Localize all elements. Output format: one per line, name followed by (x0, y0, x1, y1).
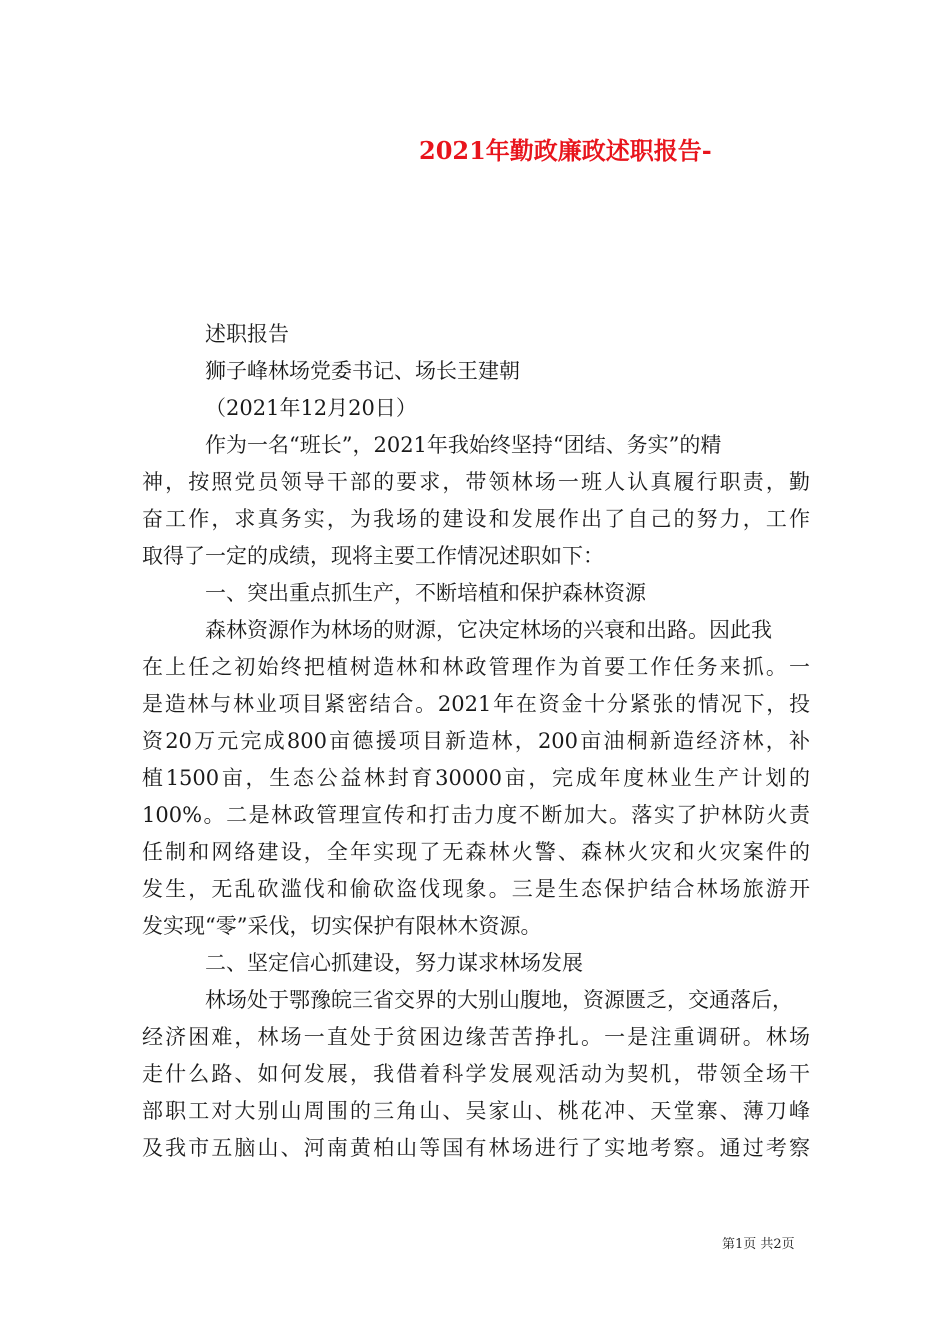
report-author: 狮子峰林场党委书记、场长王建朝 (205, 359, 520, 383)
body-line: 发生，无乱砍滥伐和偷砍盗伐现象。三是生态保护结合林场旅游开 (142, 877, 810, 901)
body-line: 发实现“零”采伐，切实保护有限林木资源。 (142, 914, 542, 938)
document-title: 2021年勤政廉政述职报告- (419, 136, 712, 165)
body-line: 走什么路、如何发展，我借着科学发展观活动为契机，带领全场干 (142, 1062, 810, 1086)
body-line: 奋工作，求真务实，为我场的建设和发展作出了自己的努力，工作 (142, 507, 810, 531)
body-line: 林场处于鄂豫皖三省交界的大别山腹地，资源匮乏，交通落后， (205, 988, 793, 1012)
body-line: 100%。二是林政管理宣传和打击力度不断加大。落实了护林防火责 (142, 803, 810, 827)
section-heading: 二、坚定信心抓建设，努力谋求林场发展 (205, 951, 583, 975)
report-date: （2021年12月20日） (205, 396, 417, 420)
page-number: 第1页 共2页 (722, 1237, 795, 1252)
section-heading: 一、突出重点抓生产，不断培植和保护森林资源 (205, 581, 646, 605)
body-line: 神，按照党员领导干部的要求，带领林场一班人认真履行职责，勤 (142, 470, 810, 494)
body-line: 经济困难，林场一直处于贫困边缘苦苦挣扎。一是注重调研。林场 (142, 1025, 810, 1049)
body-line: 及我市五脑山、河南黄柏山等国有林场进行了实地考察。通过考察 (142, 1136, 810, 1160)
report-heading: 述职报告 (205, 322, 289, 346)
body-line: 部职工对大别山周围的三角山、吴家山、桃花冲、天堂寨、薄刀峰 (142, 1099, 810, 1123)
body-line: 取得了一定的成绩，现将主要工作情况述职如下： (142, 544, 604, 568)
body-line: 任制和网络建设，全年实现了无森林火警、森林火灾和火灾案件的 (142, 840, 810, 864)
body-line: 在上任之初始终把植树造林和林政管理作为首要工作任务来抓。一 (142, 655, 810, 679)
body-line: 作为一名“班长”，2021年我始终坚持“团结、务实”的精 (205, 433, 722, 457)
body-line: 森林资源作为林场的财源，它决定林场的兴衰和出路。因此我 (205, 618, 772, 642)
body-line: 植1500亩，生态公益林封育30000亩，完成年度林业生产计划的 (142, 766, 810, 790)
body-line: 是造林与林业项目紧密结合。2021年在资金十分紧张的情况下，投 (142, 692, 810, 716)
body-line: 资20万元完成800亩德援项目新造林，200亩油桐新造经济林，补 (142, 729, 810, 753)
